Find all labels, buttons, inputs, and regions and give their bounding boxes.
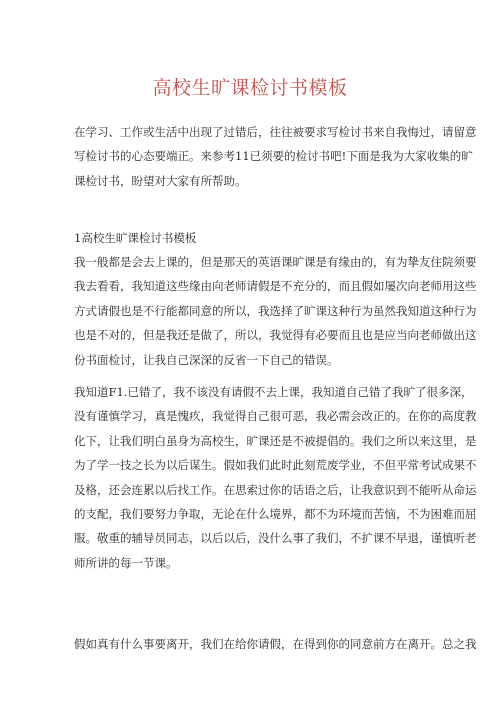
paragraph-line: 也是不对的，但是我还是做了，所以，我觉得有必要而且也是应当向老师做出这 (74, 328, 477, 343)
paragraph-line: 没有谨慎学习，真是愧疚，我觉得自己很可恶，我必需会改正的。在你的高度教 (74, 409, 477, 424)
paragraph-line: 我一般都是会去上课的，但是那天的英语课旷课是有缘由的，有为挚友住院须要 (74, 255, 477, 269)
paragraph-line: 假如真有什么事要离开，我们在给你请假，在得到你的同意前方在离开。总之我 (74, 637, 477, 651)
paragraph-line: 我知道F1.已错了，我不该没有请假不去上课，我知道自己错了我旷了很多深， (74, 385, 473, 399)
paragraph-line: 份书面检讨，让我自己深深的反省一下自己的错误。 (74, 352, 339, 367)
paragraph-line: 服。敬重的辅导员同志，以后以后，没什么事了我们，不扩课不早退，谨慎听老 (74, 531, 477, 546)
paragraph-line: 我去看看，我知道这些缘由向老师请假是不充分的，而且假如屡次向老师用这些 (74, 279, 477, 294)
body-paragraph-1 (74, 250, 477, 372)
intro-line: 课检讨书，盼望对大家有所帮助。 (74, 173, 247, 188)
paragraph-line: 的支配，我们要努力争取，无论在什么境界，都不为环境而苦恼，不为困难而屈 (74, 507, 477, 522)
intro-line: 写检讨书的心态要端正。来参考11已须要的检讨书吧!下面是我为大家收集的旷 (74, 149, 473, 164)
section-heading: 1高校生旷课检讨书模板 (74, 231, 197, 245)
body-paragraph-3 (74, 632, 477, 656)
intro-paragraph (74, 120, 477, 193)
intro-line: 在学习、工作或生活中出现了过错后，往往被要求写检讨书来自我悔过，请留意 (74, 125, 477, 139)
paragraph-line: 化下，让我们明白虽身为高校生，旷课还是不被提倡的。我们之所以来这里，是 (74, 433, 477, 448)
paragraph-line: 及格，还会连累以后找工作。在思索过你的话语之后，让我意识到不能听从命运 (74, 482, 477, 497)
document-title: 高校生旷课检讨书模板 (152, 77, 348, 99)
paragraph-line: 为了学一技之长为以后谋生。假如我们此时此刻荒废学业，不但平常考试成果不 (74, 458, 477, 473)
paragraph-line: 方式请假也是不行能都同意的所以，我选择了旷课这种行为虽然我知道这种行为 (74, 303, 477, 318)
body-paragraph-2 (74, 380, 477, 575)
paragraph-line: 师所讲的每一节课。 (74, 555, 178, 570)
